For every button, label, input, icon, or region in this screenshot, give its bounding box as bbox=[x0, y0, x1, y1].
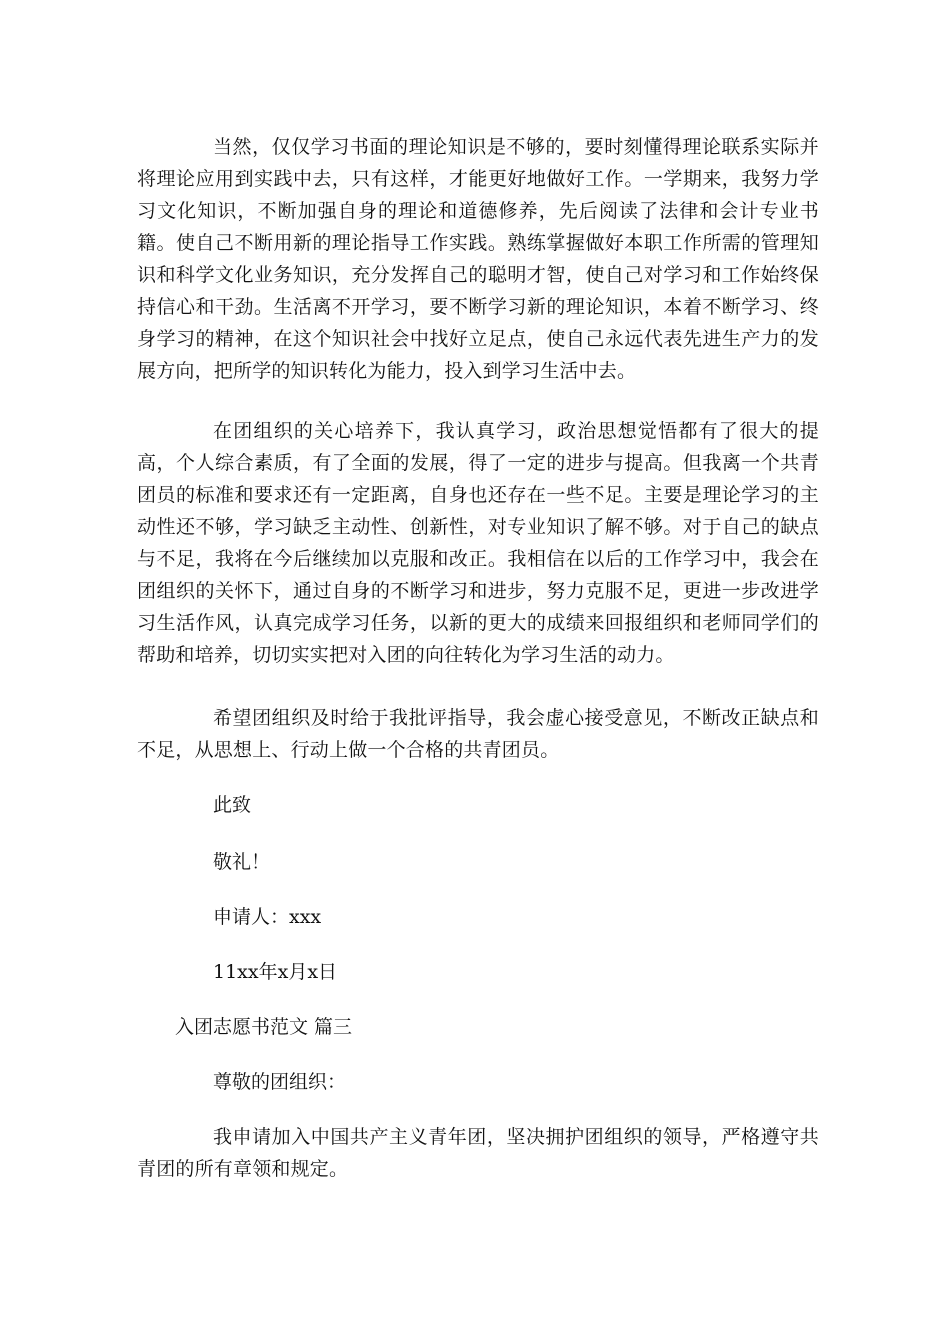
paragraph-hope: 希望团组织及时给于我批评指导，我会虚心接受意见，不断改正缺点和不足，从思想上、行动上做一个合格的共青团员。 bbox=[137, 707, 819, 761]
paragraph-self-assessment: 在团组织的关心培养下，我认真学习，政治思想觉悟都有了很大的提高，个人综合素质，有了全面的发展，得了一定的进步与提高。但我离一个共青团员的标准和要求还有一定距离，自身也还存在一些不足。主要是理论学习的主动性还不够，学习缺乏主动性、创新性，对专业知识了解不够。对于自己的缺点与不足，我将在今后继续加以克服和改正。我相信在以后的工作学习中，我会在团组织的关怀下，通过自身的不断学习和进步，努力克服不足，更进一步改进学习生活作风，认真完成学习任务，以新的更大的成绩来回报组织和老师同学们的帮助和培养，切切实实把对入团的向往转化为学习生活的动力。 bbox=[137, 420, 819, 666]
applicant-line: 申请人：xxx bbox=[213, 906, 322, 928]
salute-line: 敬礼！ bbox=[213, 851, 271, 873]
paragraph-theory-practice: 当然，仅仅学习书面的理论知识是不够的，要时刻懂得理论联系实际并将理论应用到实践中去，只有这样，才能更好地做好工作。一学期来，我努力学习文化知识，不断加强自身的理论和道德修养，先后阅读了法律和会计专业书籍。使自己不断用新的理论指导工作实践。熟练掌握做好本职工作所需的管理知识和科学文化业务知识，充分发挥自己的聪明才智，使自己对学习和工作始终保持信心和干劲。生活离不开学习，要不断学习新的理论知识，本着不断学习、终身学习的精神，在这个知识社会中找好立足点，使自己永远代表先进生产力的发展方向，把所学的知识转化为能力，投入到学习生活中去。 bbox=[137, 136, 819, 382]
section-heading: 入团志愿书范文 篇三 bbox=[175, 1016, 353, 1038]
date-line: 11xx年x月x日 bbox=[213, 961, 338, 983]
greeting-line: 尊敬的团组织： bbox=[213, 1071, 347, 1093]
closing-line: 此致 bbox=[213, 794, 252, 816]
paragraph-application: 我申请加入中国共产主义青年团，坚决拥护团组织的领导，严格遵守共青团的所有章领和规定。 bbox=[137, 1126, 819, 1180]
